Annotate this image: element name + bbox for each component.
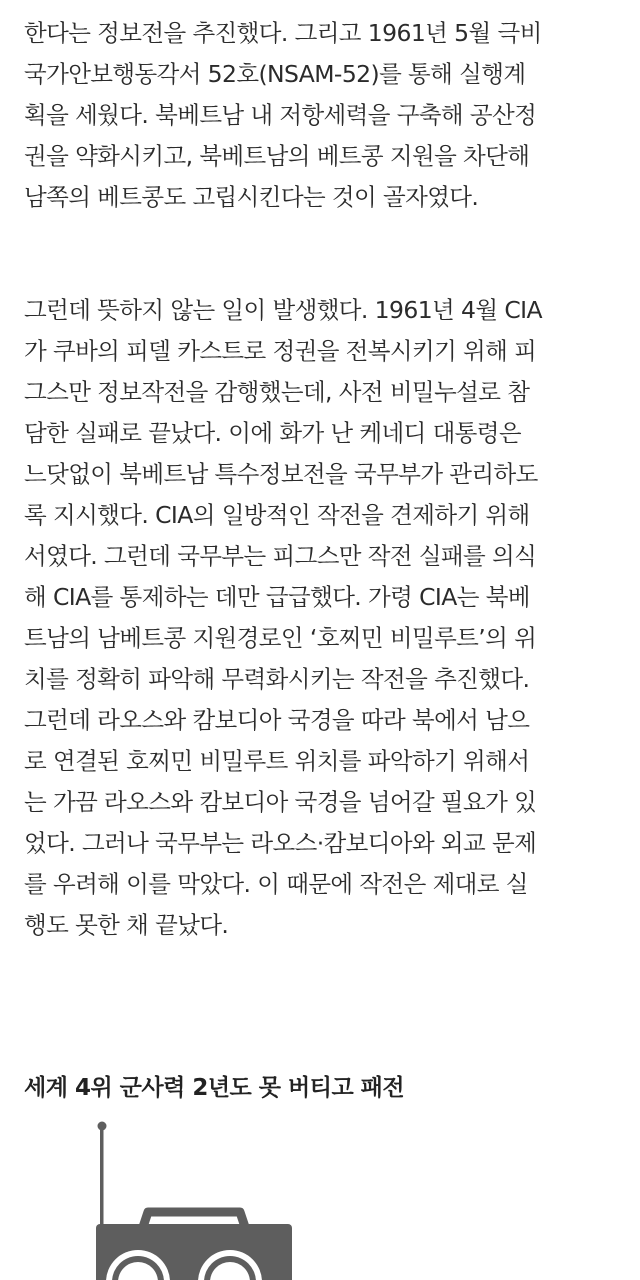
text-line: 권을 약화시키고, 북베트남의 베트콩 지원을 차단해 xyxy=(24,142,530,170)
text-line: 록 지시했다. CIA의 일방적인 작전을 견제하기 위해 xyxy=(24,501,530,529)
text-line: 획을 세웠다. 북베트남 내 저항세력을 구축해 공산정 xyxy=(24,101,537,129)
text-line: 해 CIA를 통제하는 데만 급급했다. 가령 CIA는 북베 xyxy=(24,583,530,611)
text-line: 한다는 정보전을 추진했다. 그리고 1961년 5월 극비 xyxy=(24,19,542,47)
text-line: 를 우려해 이를 막았다. 이 때문에 작전은 제대로 실 xyxy=(24,870,528,898)
text-line: 었다. 그러나 국무부는 라오스·캄보디아와 외교 문제 xyxy=(24,829,537,857)
paragraph-1 xyxy=(24,13,624,218)
text-line: 로 연결된 호찌민 비밀루트 위치를 파악하기 위해서 xyxy=(24,747,530,775)
text-line: 남쪽의 베트콩도 고립시킨다는 것이 골자였다. xyxy=(24,183,479,211)
text-line: 국가안보행동각서 52호(NSAM-52)를 통해 실행계 xyxy=(24,60,526,88)
text-line: 그스만 정보작전을 감행했는데, 사전 비밀누설로 참 xyxy=(24,378,530,406)
text-line: 행도 못한 채 끝났다. xyxy=(24,911,229,939)
text-line: 서였다. 그런데 국무부는 피그스만 작전 실패를 의식 xyxy=(24,542,537,570)
paragraph-2 xyxy=(24,290,624,946)
text-line: 치를 정확히 파악해 무력화시키는 작전을 추진했다. xyxy=(24,665,530,693)
text-line: 그런데 라오스와 캄보디아 국경을 따라 북에서 남으 xyxy=(24,706,530,734)
text-line: 담한 실패로 끝났다. 이에 화가 난 케네디 대통령은 xyxy=(24,419,521,447)
section-subheading: 세계 4위 군사력 2년도 못 버티고 패전 xyxy=(24,1075,405,1101)
text-line: 가 쿠바의 피델 카스트로 정권을 전복시키기 위해 피 xyxy=(24,337,537,365)
radio-illustration-icon xyxy=(90,1118,310,1280)
text-line: 느닷없이 북베트남 특수정보전을 국무부가 관리하도 xyxy=(24,460,538,488)
text-line: 트남의 남베트콩 지원경로인 ‘호찌민 비밀루트’의 위 xyxy=(24,624,537,652)
text-line: 는 가끔 라오스와 캄보디아 국경을 넘어갈 필요가 있 xyxy=(24,788,537,816)
text-line: 그런데 뜻하지 않는 일이 발생했다. 1961년 4월 CIA xyxy=(24,296,542,324)
